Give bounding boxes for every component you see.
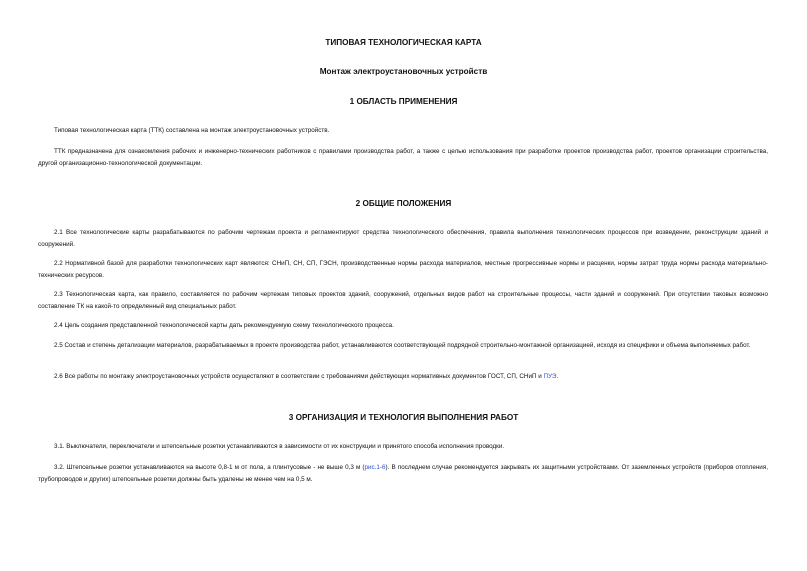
section-3-paragraph-1: 3.1. Выключатели, переключатели и штепсельные розетки устанавливаются в зависимости от их конструкции и принятого способа исполнения проводки. — [54, 443, 505, 450]
section-2-paragraph-6-text: 2.6 Все работы по монтажу электроустановочных устройств осуществляют в соответствии с требованиями действующих нормативных документов ГОСТ, СП, СНиП и — [54, 373, 544, 380]
document-subtitle: Монтаж электроустановочных устройств — [319, 67, 488, 76]
section-2-paragraph-1: 2.1 Все технологические карты разрабатываются по рабочим чертежам проекта и регламентируют средства технологического обеспечения, правила выполнения технологических процессов при возведении, реконструкции зданий и сооружений. — [38, 229, 768, 248]
pue-link[interactable]: ПУЭ — [543, 373, 557, 380]
section-3-heading: 3 ОРГАНИЗАЦИЯ И ТЕХНОЛОГИЯ ВЫПОЛНЕНИЯ РАБОТ — [288, 413, 519, 422]
document-title: ТИПОВАЯ ТЕХНОЛОГИЧЕСКАЯ КАРТА — [325, 38, 482, 47]
section-2-paragraph-6 — [38, 371, 768, 383]
section-3-paragraph-2 — [38, 462, 768, 485]
figure-link[interactable]: рис.1-6 — [364, 464, 386, 471]
section-2-paragraph-4: 2.4 Цель создания представленной технологической карты дать рекомендуемую схему технологического процесса. — [54, 322, 394, 329]
section-2-paragraph-5: 2.5 Состав и степень детализации материалов, разрабатываемых в проекте производства работ, устанавливаются соответствующей подрядной строительно-монтажной организацией, исходя из специфики и объема выполняемых работ. — [54, 342, 751, 349]
section-2-heading: 2 ОБЩИЕ ПОЛОЖЕНИЯ — [355, 199, 452, 208]
section-1-paragraph-2: ТТК предназначена для ознакомления рабочих и инженерно-технических работников с правилами производства работ, а также с целью использования при разработке проектов производства работ, проектов организации строительства, другой организационно-технологической документации. — [38, 148, 768, 167]
section-1-paragraph-1: Типовая технологическая карта (ТТК) составлена на монтаж электроустановочных устройств. — [54, 127, 330, 134]
section-2-paragraph-2: 2.2 Нормативной базой для разработки технологических карт являются: СНиП, СН, СП, ГЭСН, производственные нормы расхода материалов, местные прогрессивные нормы и расценки, нормы затрат труда нормы расхода материально-технических ресурсов. — [38, 260, 768, 279]
section-2-paragraph-3: 2.3 Технологическая карта, как правило, составляется по рабочим чертежам типовых проектов зданий, сооружений, отдельных видов работ на строительные процессы, части зданий и сооружений. При отсутствии таковых возможно составление ТК на какой-то определенный вид специальных работ. — [38, 291, 768, 310]
section-1-heading: 1 ОБЛАСТЬ ПРИМЕНЕНИЯ — [349, 97, 458, 106]
section-2-paragraph-6-end: . — [556, 373, 559, 380]
section-3-paragraph-2-text: 3.2. Штепсельные розетки устанавливаются на высоте 0,8-1 м от пола, а плинтусовые - не выше 0,3 м ( — [54, 464, 365, 471]
section-3-paragraph-2-end: ). В последнем случае рекомендуется закрывать их защитными устройствами. От заземленных устройств (приборов отопления, трубопроводов и других) штепсельные розетки должны быть удалены не менее чем на 0,5 м. — [38, 464, 768, 483]
